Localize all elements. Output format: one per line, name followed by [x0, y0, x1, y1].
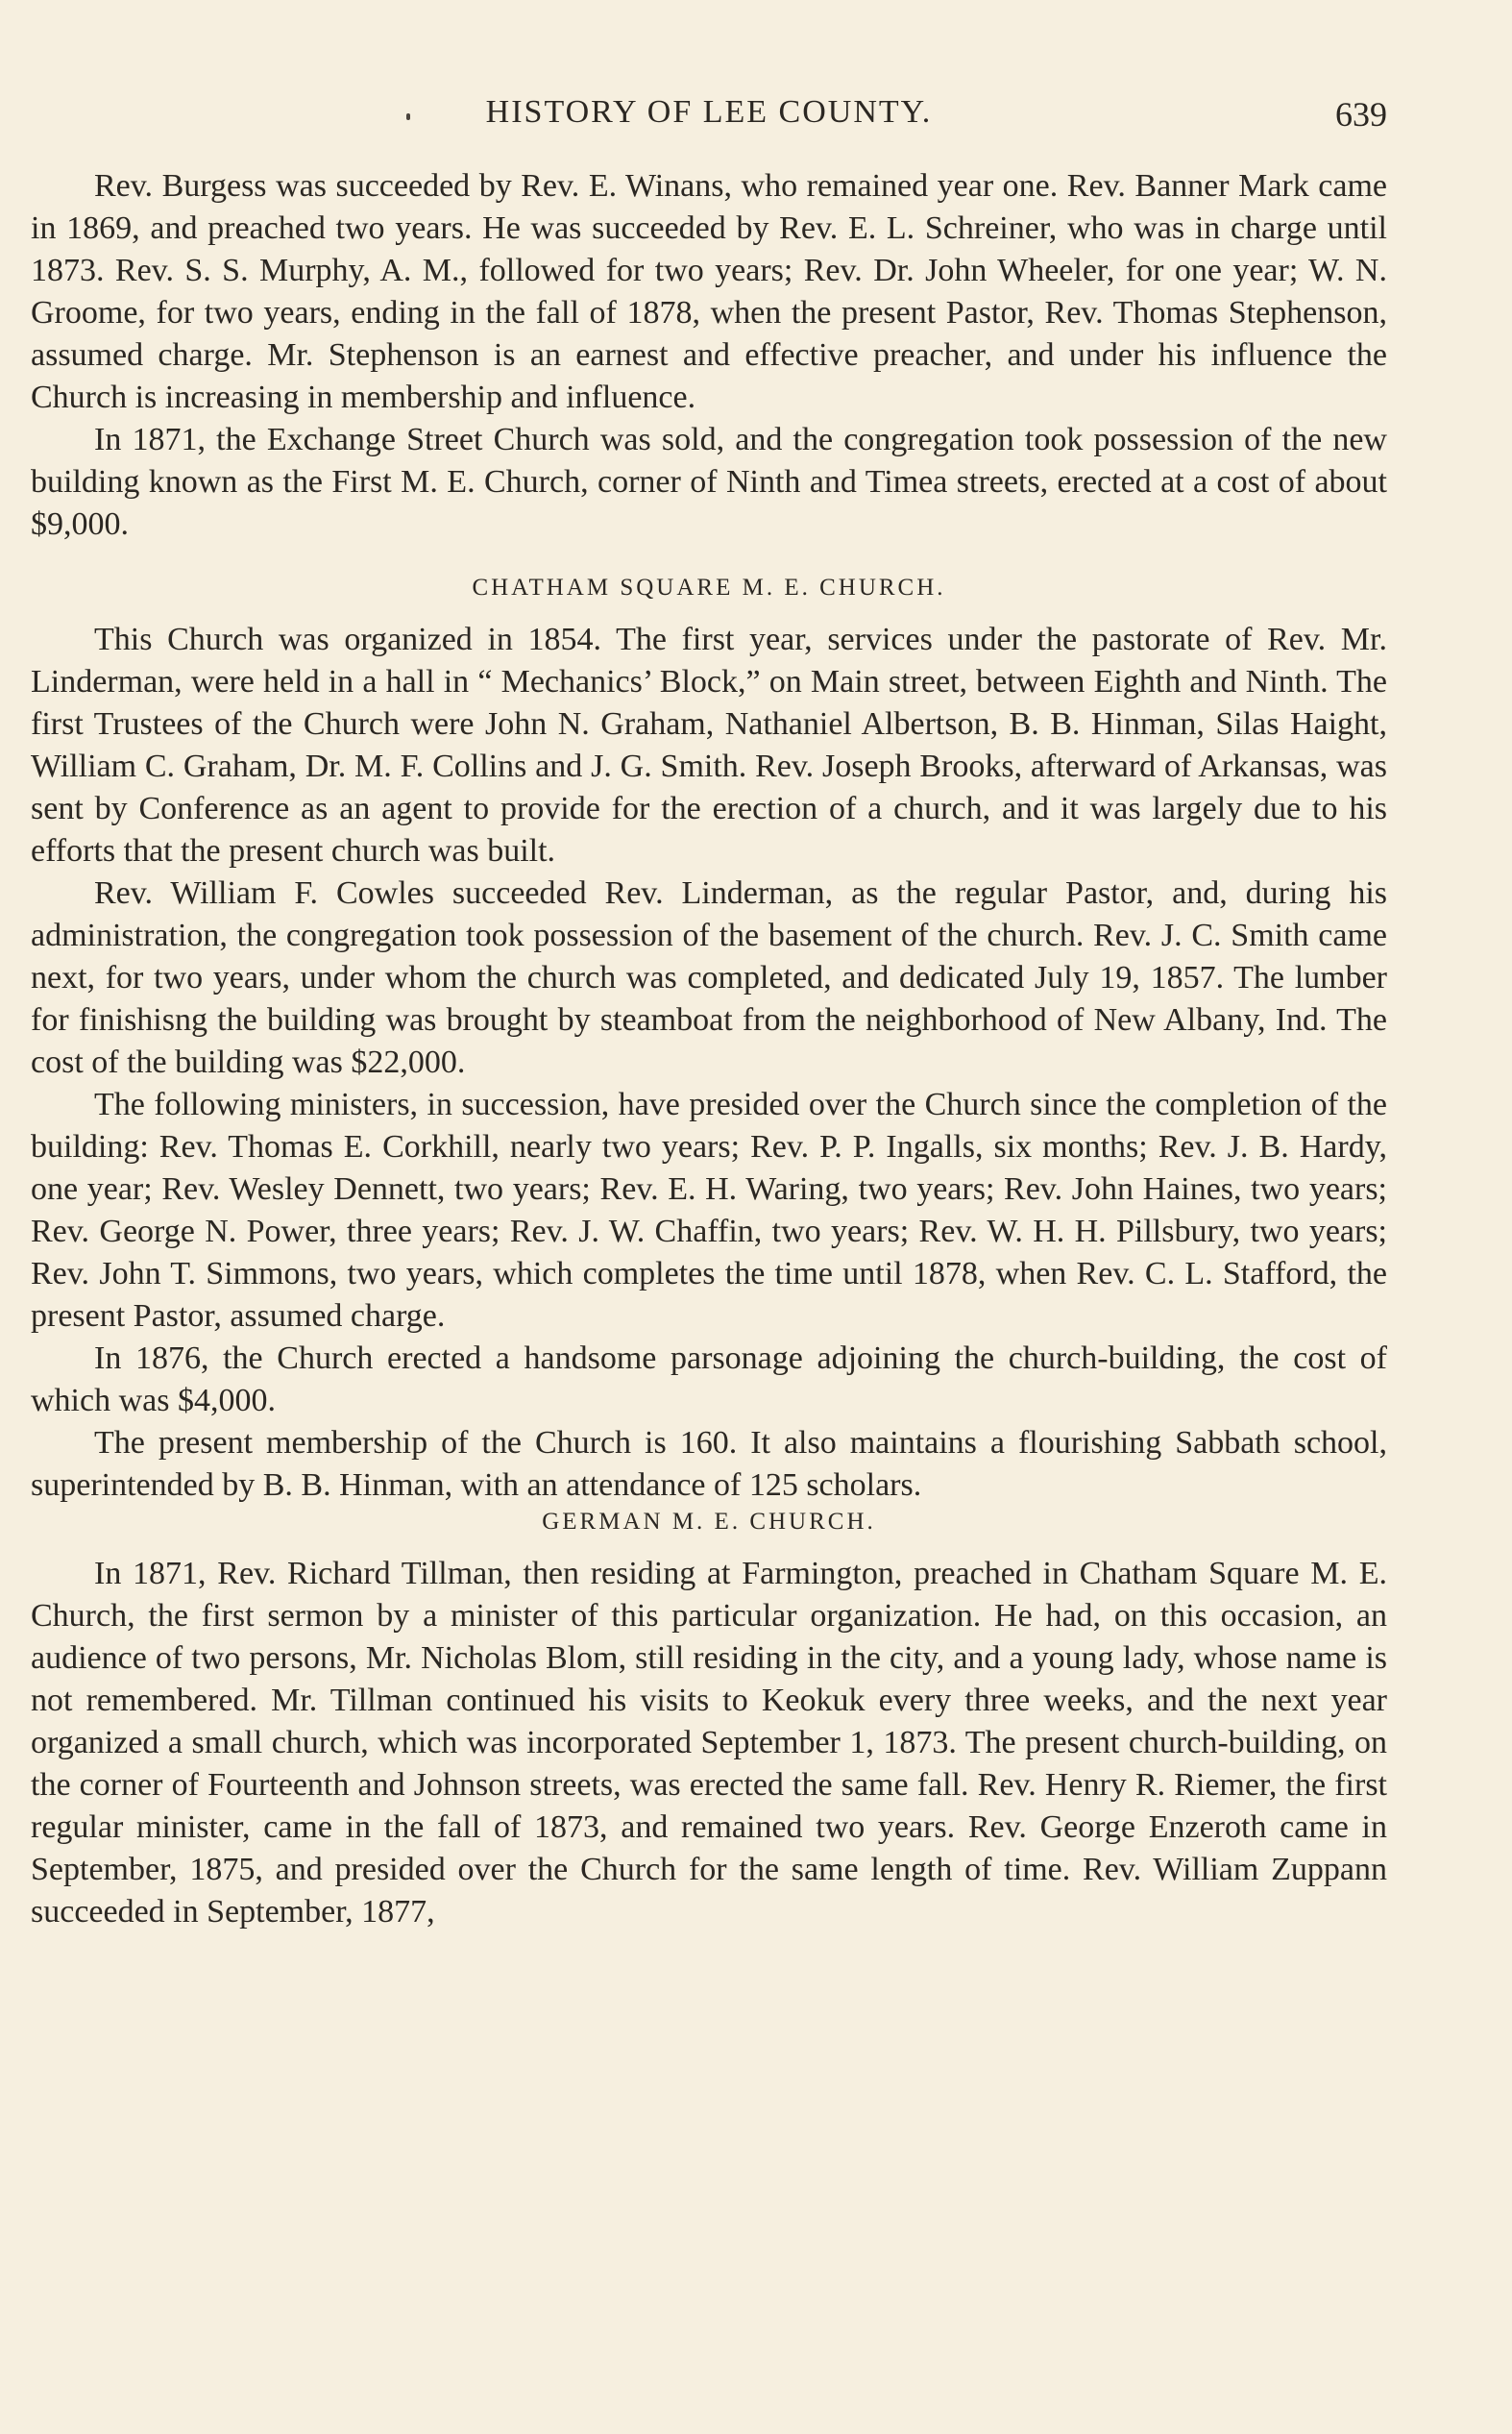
section-title-chatham-square: CHATHAM SQUARE M. E. CHURCH. — [472, 575, 946, 601]
paragraph-chatham-construction: Rev. William F. Cowles succeeded Rev. Linderman, as the regular Pastor, and, during his administration, the congregation took possession of the basement of the church. Rev. J. C. Smith came next, for two years, under whom the church was completed, and dedicated July 19, 1857. The lumber for finishisng the building was brought by steamboat from the neighborhood of New Albany, Ind. The cost of the building was $22,000. — [31, 875, 1387, 1080]
paragraph-chatham-membership: The present membership of the Church is 160. It also maintains a flourishing Sabbath school, superintended by B. B. Hinman, with an attendance of 125 scholars. — [31, 1425, 1387, 1503]
page-number: 639 — [1335, 95, 1387, 134]
section-title-german-me-church: GERMAN M. E. CHURCH. — [542, 1509, 876, 1535]
paragraph-pastors-succession: Rev. Burgess was succeeded by Rev. E. Winans, who remained year one. Rev. Banner Mark came in 1869, and preached two years. He was succeeded by Rev. E. L. Schreiner, who was in charge until 1873. Rev. S. S. Murphy, A. M., followed for two years; Rev. Dr. John Wheeler, for one year; W. N. Groome, for two years, ending in the fall of 1878, when the present Pastor, Rev. Thomas Stephenson, assumed charge. Mr. Stephenson is an earnest and effective preacher, and under his influence the Church is increasing in membership and influence. — [31, 168, 1387, 415]
paragraph-chatham-ministers: The following ministers, in succession, have presided over the Church since the completion of the building: Rev. Thomas E. Corkhill, nearly two years; Rev. P. P. Ingalls, six months; Rev. J. B. Hardy, one year; Rev. Wesley Dennett, two years; Rev. E. H. Waring, two years; Rev. John Haines, two years; Rev. George N. Power, three years; Rev. J. W. Chaffin, two years; Rev. W. H. H. Pillsbury, two years; Rev. John T. Simmons, two years, which completes the time until 1878, when Rev. C. L. Stafford, the present Pastor, assumed charge. — [31, 1087, 1387, 1334]
running-head: HISTORY OF LEE COUNTY. — [485, 94, 933, 130]
paragraph-german-church-history: In 1871, Rev. Richard Tillman, then residing at Farmington, preached in Chatham Square M. E. Church, the first sermon by a minister of this particular organization. He had, on this occasion, an audience of two persons, Mr. Nicholas Blom, still residing in the city, and a young lady, whose name is not remembered. Mr. Tillman continued his visits to Keokuk every three weeks, and the next year organized a small church, which was incorporated September 1, 1873. The present church-building, on the corner of Fourteenth and Johnson streets, was erected the same fall. Rev. Henry R. Riemer, the first regular minister, came in the fall of 1873, and remained two years. Rev. George Enzeroth came in September, 1875, and presided over the Church for the same length of time. Rev. William Zuppann succeeded in September, 1877, — [31, 1556, 1387, 1930]
paragraph-exchange-street-sale: In 1871, the Exchange Street Church was sold, and the congregation took possession of the new building known as the First M. E. Church, corner of Ninth and Timea streets, erected at a cost of about $9,000. — [31, 422, 1387, 542]
page-header — [31, 94, 1387, 156]
paragraph-chatham-parsonage: In 1876, the Church erected a handsome parsonage adjoining the church-building, the cost of which was $4,000. — [31, 1340, 1387, 1418]
paragraph-chatham-organization: This Church was organized in 1854. The first year, services under the pastorate of Rev. Mr. Linderman, were held in a hall in “ Mechanics’ Block,” on Main street, between Eighth and Ninth. The first Trustees of the Church were John N. Graham, Nathaniel Albertson, B. B. Hinman, Silas Haight, William C. Graham, Dr. M. F. Collins and J. G. Smith. Rev. Joseph Brooks, afterward of Arkansas, was sent by Conference as an agent to provide for the erection of a church, and it was largely due to his efforts that the present church was built. — [31, 622, 1387, 869]
book-page — [31, 94, 1387, 1933]
